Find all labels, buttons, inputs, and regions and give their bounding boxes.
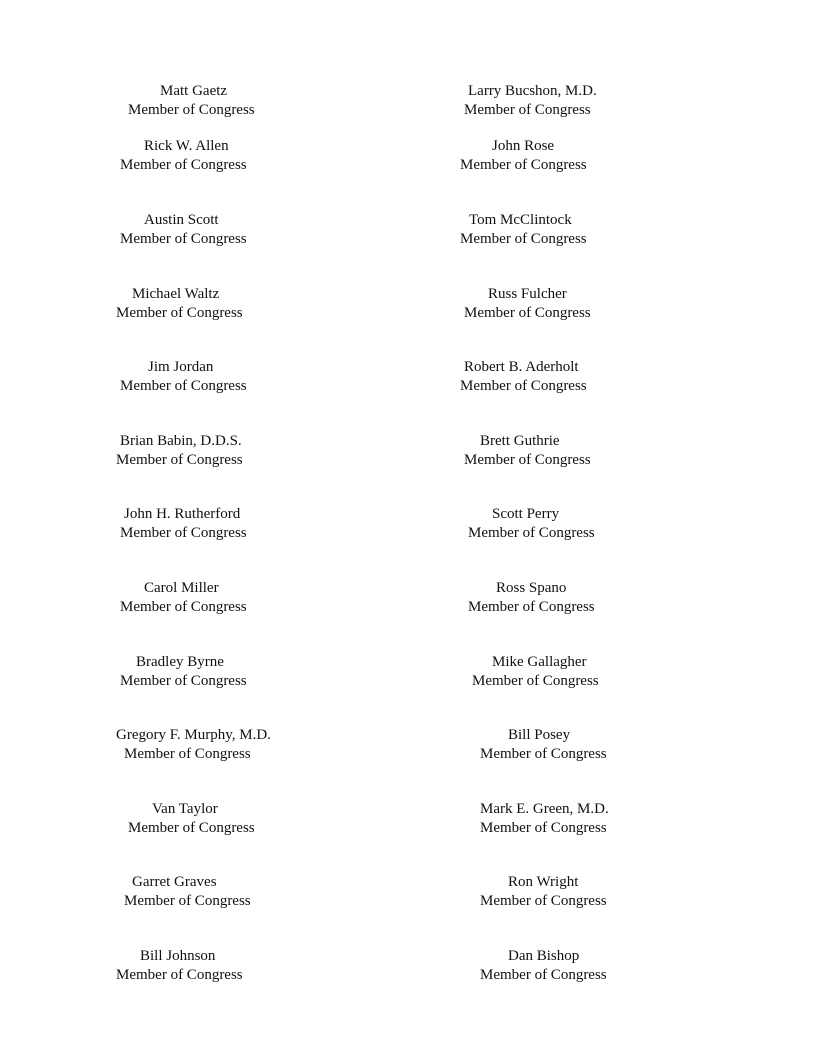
signature-block-guthrie — [464, 432, 591, 469]
signature-block-bucshon — [464, 82, 597, 119]
signer-title: Member of Congress — [120, 524, 247, 541]
signer-name: Bradley Byrne — [136, 654, 224, 670]
signature-block-byrne — [120, 653, 247, 690]
signer-name: Mike Gallagher — [492, 654, 587, 670]
signer-name: Austin Scott — [144, 212, 219, 228]
signer-title: Member of Congress — [128, 101, 255, 118]
signer-name: John H. Rutherford — [124, 506, 241, 522]
signer-title: Member of Congress — [460, 230, 587, 247]
signer-title: Member of Congress — [116, 451, 243, 468]
signer-name: Tom McClintock — [469, 212, 572, 228]
signer-name: Carol Miller — [144, 580, 219, 596]
signer-title: Member of Congress — [468, 598, 595, 615]
signature-block-posey — [480, 726, 607, 763]
signature-block-waltz — [116, 285, 243, 322]
signature-block-green — [480, 800, 609, 837]
signature-block-jordan — [120, 358, 247, 395]
signer-name: Rick W. Allen — [144, 138, 229, 154]
signer-title: Member of Congress — [460, 377, 587, 394]
signer-name: Ross Spano — [496, 580, 567, 596]
signature-block-taylor — [128, 800, 255, 837]
signer-name: Larry Bucshon, M.D. — [468, 83, 597, 99]
signature-block-scott — [120, 211, 247, 248]
signer-title: Member of Congress — [120, 377, 247, 394]
signer-title: Member of Congress — [480, 966, 607, 983]
signer-name: Scott Perry — [492, 506, 560, 522]
signer-title: Member of Congress — [120, 230, 247, 247]
signer-name: Ron Wright — [508, 874, 579, 890]
signer-title: Member of Congress — [464, 101, 591, 118]
signer-name: Dan Bishop — [508, 948, 580, 964]
signer-title: Member of Congress — [128, 819, 255, 836]
signature-block-gaetz — [128, 82, 255, 119]
signature-block-rutherford — [120, 505, 247, 542]
signer-title: Member of Congress — [124, 892, 251, 909]
signer-name: Michael Waltz — [132, 286, 220, 302]
signature-block-aderholt — [460, 358, 587, 395]
signer-title: Member of Congress — [124, 745, 251, 762]
signature-block-miller — [120, 579, 247, 616]
signature-block-mcclintock — [460, 211, 587, 248]
signer-title: Member of Congress — [120, 156, 247, 173]
signature-block-spano — [468, 579, 595, 616]
signer-name: Van Taylor — [152, 801, 218, 817]
signer-name: Brett Guthrie — [480, 433, 560, 449]
signer-name: Gregory F. Murphy, M.D. — [116, 727, 271, 743]
signer-title: Member of Congress — [480, 745, 607, 762]
signer-title: Member of Congress — [116, 966, 243, 983]
signer-title: Member of Congress — [116, 304, 243, 321]
signature-block-graves — [124, 873, 251, 910]
signature-block-rose — [460, 137, 587, 174]
signer-title: Member of Congress — [480, 892, 607, 909]
signer-name: Mark E. Green, M.D. — [480, 801, 609, 817]
signature-block-johnson — [116, 947, 243, 984]
signer-name: John Rose — [492, 138, 555, 154]
signature-block-perry — [468, 505, 595, 542]
signer-name: Russ Fulcher — [488, 286, 567, 302]
signer-title: Member of Congress — [480, 819, 607, 836]
signer-title: Member of Congress — [472, 672, 599, 689]
signature-block-allen — [120, 137, 247, 174]
signer-name: Bill Posey — [508, 727, 571, 743]
signer-title: Member of Congress — [468, 524, 595, 541]
signer-title: Member of Congress — [464, 304, 591, 321]
signer-name: Bill Johnson — [140, 948, 216, 964]
signer-title: Member of Congress — [120, 598, 247, 615]
signature-block-murphy — [116, 726, 271, 763]
signature-block-bishop — [480, 947, 607, 984]
signer-name: Matt Gaetz — [160, 83, 228, 99]
signer-name: Robert B. Aderholt — [464, 359, 579, 375]
signer-name: Jim Jordan — [148, 359, 214, 375]
signature-block-gallagher — [472, 653, 599, 690]
signer-title: Member of Congress — [460, 156, 587, 173]
signer-name: Garret Graves — [132, 874, 217, 890]
signer-title: Member of Congress — [120, 672, 247, 689]
signature-block-babin — [116, 432, 243, 469]
signer-title: Member of Congress — [464, 451, 591, 468]
signature-block-wright — [480, 873, 607, 910]
signature-block-fulcher — [464, 285, 591, 322]
signer-name: Brian Babin, D.D.S. — [120, 433, 242, 449]
